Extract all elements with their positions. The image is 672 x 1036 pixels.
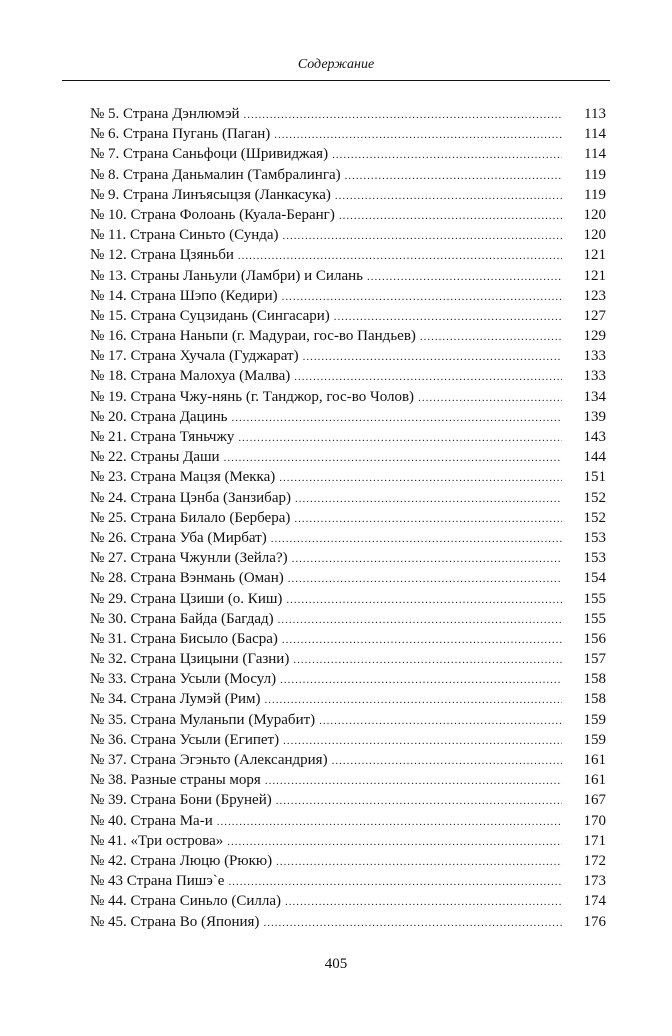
header-rule bbox=[62, 80, 610, 81]
toc-entry bbox=[90, 710, 606, 730]
dot-leader bbox=[288, 569, 562, 589]
dot-leader bbox=[265, 771, 562, 791]
toc-entry-title: № 9. Страна Линъясыцзя (Ланкасука) bbox=[90, 186, 331, 203]
toc-entry bbox=[90, 750, 606, 770]
toc-entry-page: 114 bbox=[584, 126, 606, 143]
toc-entry-title: № 32. Страна Цзицыни (Газни) bbox=[90, 651, 290, 668]
dot-leader bbox=[278, 610, 562, 630]
toc-entry-title: № 27. Страна Чжунли (Зейла?) bbox=[90, 550, 288, 567]
toc-entry bbox=[90, 871, 606, 891]
toc-entry-title: № 28. Страна Вэнмань (Оман) bbox=[90, 570, 284, 587]
dot-leader bbox=[244, 105, 562, 125]
toc-entry-title: № 37. Страна Эгэньто (Александрия) bbox=[90, 752, 328, 768]
toc-entry bbox=[90, 609, 606, 629]
dot-leader bbox=[276, 791, 562, 811]
toc-entry bbox=[90, 851, 606, 871]
toc-entry-title: № 45. Страна Во (Япония) bbox=[90, 913, 260, 930]
toc-entry-page: 143 bbox=[583, 429, 606, 445]
toc-entry bbox=[90, 589, 606, 609]
dot-leader bbox=[224, 448, 562, 468]
toc-entry bbox=[90, 528, 606, 548]
dot-leader bbox=[271, 529, 562, 549]
toc-entry-title: № 16. Страна Наньпи (г. Мадураи, гос-во Пандьев) bbox=[90, 328, 416, 345]
dot-leader bbox=[294, 367, 562, 387]
dot-leader bbox=[418, 388, 562, 408]
toc-entry-page: 151 bbox=[583, 469, 606, 486]
dot-leader bbox=[285, 892, 562, 912]
dot-leader bbox=[420, 327, 562, 347]
toc-entry-page: 167 bbox=[583, 792, 606, 809]
toc-entry bbox=[90, 730, 606, 750]
toc-entry bbox=[90, 346, 606, 366]
toc-entry-page: 133 bbox=[583, 348, 606, 365]
toc-entry-page: 133 bbox=[583, 368, 606, 385]
toc-entry-title: № 25. Страна Билало (Бербера) bbox=[90, 509, 291, 526]
toc-entry-page: 119 bbox=[584, 166, 606, 183]
toc-entry-title: № 22. Страны Даши bbox=[90, 449, 220, 466]
toc-entry-title: № 35. Страна Муланьпи (Мурабит) bbox=[90, 711, 316, 728]
toc-entry-title: № 23. Страна Мацзя (Мекка) bbox=[90, 469, 276, 486]
page-number: 405 bbox=[324, 956, 348, 972]
toc-entry bbox=[90, 326, 606, 346]
running-head-title: Содержание bbox=[297, 57, 375, 72]
dot-leader bbox=[293, 650, 562, 670]
toc-entry bbox=[90, 629, 606, 649]
dot-leader bbox=[263, 913, 562, 933]
toc-entry bbox=[90, 427, 606, 447]
toc-entry bbox=[90, 831, 606, 851]
dot-leader bbox=[345, 166, 562, 186]
toc-entry-title: № 8. Страна Даньмалин (Тамбралинга) bbox=[90, 166, 341, 183]
toc-entry bbox=[90, 508, 606, 528]
toc-entry-title: № 15. Страна Суцзидань (Сингасари) bbox=[90, 307, 330, 324]
toc-entry bbox=[90, 185, 606, 205]
toc-entry-title: № 42. Страна Люцю (Рюкю) bbox=[90, 852, 273, 869]
toc-entry-page: 176 bbox=[583, 913, 606, 930]
toc-entry-page: 127 bbox=[583, 307, 606, 324]
toc-entry-page: 154 bbox=[583, 570, 606, 587]
toc-entry-title: № 13. Страны Ланьули (Ламбри) и Силань bbox=[90, 267, 363, 284]
toc-entry-title: № 38. Разные страны моря bbox=[90, 772, 261, 789]
toc-entry bbox=[90, 770, 606, 790]
table-of-contents bbox=[90, 104, 606, 932]
dot-leader bbox=[334, 307, 562, 327]
dot-leader bbox=[238, 246, 562, 266]
toc-entry-title: № 5. Страна Дэнлюмэй bbox=[90, 106, 240, 122]
toc-entry-page: 123 bbox=[583, 287, 606, 304]
toc-entry bbox=[90, 447, 606, 467]
toc-entry-title: № 24. Страна Цэнба (Занзибар) bbox=[90, 489, 291, 506]
toc-entry-page: 155 bbox=[583, 610, 606, 627]
toc-entry-page: 139 bbox=[583, 408, 606, 425]
toc-entry-title: № 36. Страна Усыли (Египет) bbox=[90, 731, 280, 748]
toc-entry bbox=[90, 488, 606, 508]
toc-entry-page: 129 bbox=[583, 328, 606, 345]
toc-entry-page: 134 bbox=[583, 388, 606, 405]
toc-entry-title: № 29. Страна Цзиши (о. Киш) bbox=[90, 590, 283, 607]
toc-entry-page: 159 bbox=[583, 711, 606, 728]
toc-entry bbox=[90, 306, 606, 326]
dot-leader bbox=[292, 549, 562, 569]
toc-entry bbox=[90, 568, 606, 588]
toc-entry-page: 173 bbox=[583, 873, 606, 890]
toc-entry-page: 114 bbox=[584, 146, 606, 163]
toc-entry-title: № 41. «Три острова» bbox=[90, 832, 224, 849]
toc-entry bbox=[90, 165, 606, 185]
toc-entry-page: 121 bbox=[583, 267, 606, 284]
toc-entry-title: № 11. Страна Синьто (Сунда) bbox=[90, 227, 279, 244]
toc-entry-page: 161 bbox=[583, 772, 606, 789]
toc-entry-title: № 31. Страна Бисыло (Басра) bbox=[90, 630, 278, 647]
toc-entry-title: № 18. Страна Малохуа (Малва) bbox=[90, 368, 291, 385]
toc-entry-title: № 33. Страна Усыли (Мосул) bbox=[90, 671, 277, 688]
dot-leader bbox=[274, 125, 562, 145]
dot-leader bbox=[232, 408, 562, 428]
toc-entry bbox=[90, 104, 606, 124]
toc-entry bbox=[90, 245, 606, 265]
toc-entry-page: 170 bbox=[583, 812, 606, 829]
toc-entry-page: 120 bbox=[583, 227, 606, 244]
toc-entry bbox=[90, 366, 606, 386]
dot-leader bbox=[295, 489, 562, 509]
toc-entry-title: № 7. Страна Саньфоци (Шривиджая) bbox=[90, 146, 329, 163]
dot-leader bbox=[282, 630, 562, 650]
toc-entry-page: 153 bbox=[583, 550, 606, 567]
toc-entry-page: 113 bbox=[584, 106, 606, 122]
toc-entry bbox=[90, 649, 606, 669]
dot-leader bbox=[332, 145, 562, 165]
toc-entry-page: 144 bbox=[583, 449, 606, 466]
toc-entry-page: 119 bbox=[584, 186, 606, 203]
toc-entry-page: 158 bbox=[583, 691, 606, 708]
toc-entry-title: № 6. Страна Пугань (Паган) bbox=[90, 126, 271, 143]
toc-entry-title: № 10. Страна Фолоань (Куала-Беранг) bbox=[90, 206, 335, 223]
toc-entry-page: 155 bbox=[583, 590, 606, 607]
dot-leader bbox=[367, 267, 562, 287]
toc-entry-title: № 12. Страна Цзяньби bbox=[90, 247, 234, 264]
dot-leader bbox=[276, 852, 562, 872]
dot-leader bbox=[286, 590, 562, 610]
toc-entry-page: 156 bbox=[583, 630, 606, 647]
dot-leader bbox=[335, 186, 562, 206]
toc-entry bbox=[90, 467, 606, 487]
toc-entry bbox=[90, 387, 606, 407]
toc-entry-page: 152 bbox=[583, 489, 606, 506]
toc-entry bbox=[90, 205, 606, 225]
dot-leader bbox=[339, 206, 562, 226]
dot-leader bbox=[217, 812, 562, 832]
dot-leader bbox=[265, 690, 562, 710]
toc-entry-title: № 26. Страна Уба (Мирбат) bbox=[90, 529, 267, 546]
toc-entry bbox=[90, 407, 606, 427]
dot-leader bbox=[332, 751, 562, 771]
dot-leader bbox=[319, 711, 562, 731]
toc-entry bbox=[90, 548, 606, 568]
dot-leader bbox=[238, 428, 562, 448]
toc-entry-title: № 19. Страна Чжу-нянь (г. Танджор, гос-во Чолов) bbox=[90, 388, 415, 405]
toc-entry bbox=[90, 689, 606, 709]
toc-entry-page: 172 bbox=[583, 852, 606, 869]
toc-entry-title: № 43 Страна Пишэ`е bbox=[90, 873, 225, 890]
toc-entry bbox=[90, 891, 606, 911]
dot-leader bbox=[283, 731, 562, 751]
toc-entry-page: 120 bbox=[583, 206, 606, 223]
dot-leader bbox=[294, 509, 562, 529]
toc-entry bbox=[90, 144, 606, 164]
toc-entry-title: № 17. Страна Хучала (Гуджарат) bbox=[90, 348, 299, 365]
toc-entry-page: 158 bbox=[583, 671, 606, 688]
toc-entry bbox=[90, 266, 606, 286]
toc-entry-page: 152 bbox=[583, 509, 606, 526]
toc-entry-title: № 14. Страна Шэпо (Кедири) bbox=[90, 287, 278, 304]
dot-leader bbox=[227, 832, 562, 852]
toc-entry-title: № 20. Страна Дацинь bbox=[90, 408, 228, 425]
toc-entry-title: № 34. Страна Лумэй (Рим) bbox=[90, 691, 261, 708]
dot-leader bbox=[228, 872, 562, 892]
toc-entry-page: 157 bbox=[583, 651, 606, 668]
toc-entry-page: 159 bbox=[583, 731, 606, 748]
dot-leader bbox=[279, 468, 562, 488]
dot-leader bbox=[280, 670, 562, 690]
toc-entry-title: № 40. Страна Ма-и bbox=[90, 812, 213, 829]
toc-entry-page: 121 bbox=[583, 247, 606, 264]
toc-entry bbox=[90, 225, 606, 245]
toc-entry bbox=[90, 912, 606, 932]
toc-entry bbox=[90, 669, 606, 689]
toc-entry-title: № 44. Страна Синьло (Силла) bbox=[90, 893, 281, 910]
toc-entry-page: 161 bbox=[583, 752, 606, 768]
toc-entry-title: № 21. Страна Тяньчжу bbox=[90, 429, 235, 445]
toc-entry-title: № 30. Страна Байда (Багдад) bbox=[90, 610, 274, 627]
toc-entry-page: 153 bbox=[583, 529, 606, 546]
toc-entry bbox=[90, 811, 606, 831]
toc-entry bbox=[90, 124, 606, 144]
dot-leader bbox=[283, 226, 562, 246]
toc-entry bbox=[90, 790, 606, 810]
toc-entry bbox=[90, 286, 606, 306]
toc-entry-page: 171 bbox=[583, 832, 606, 849]
dot-leader bbox=[303, 347, 562, 367]
toc-entry-title: № 39. Страна Бони (Бруней) bbox=[90, 792, 272, 809]
toc-entry-page: 174 bbox=[583, 893, 606, 910]
dot-leader bbox=[282, 287, 562, 307]
